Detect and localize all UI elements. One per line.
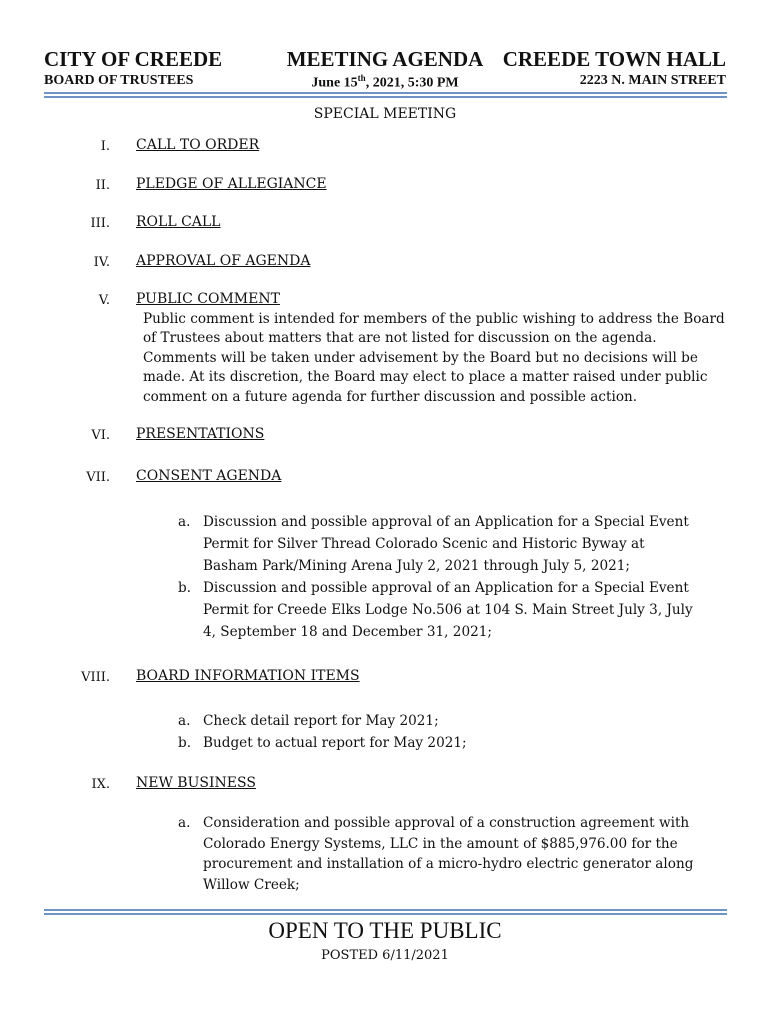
agenda-title-approval: APPROVAL OF AGENDA bbox=[136, 253, 311, 269]
agenda-title-call-to-order: CALL TO ORDER bbox=[136, 137, 260, 153]
agenda-title-public-comment: PUBLIC COMMENT bbox=[136, 291, 280, 307]
meeting-type: SPECIAL MEETING bbox=[313, 106, 457, 122]
footer-rule-top bbox=[44, 909, 727, 911]
venue-address: 2223 N. MAIN STREET bbox=[579, 73, 726, 88]
venue-name: CREEDE TOWN HALL bbox=[502, 47, 726, 71]
meeting-date: June 15th, 2021, 5:30 PM bbox=[311, 73, 459, 91]
header-rule-top bbox=[44, 92, 727, 94]
list-item: b. Budget to actual report for May 2021; bbox=[178, 735, 467, 751]
agenda-number: IX. bbox=[91, 777, 110, 792]
list-item: a. Discussion and possible approval of an Application for a Special Event Permit for Silver Thread Colorado Scenic and Historic Byway at Basham Park/Mining Arena July 2, 2021 through July 5, 2021; bbox=[178, 514, 689, 574]
agenda-number: IV. bbox=[93, 255, 110, 270]
agenda-number: II. bbox=[95, 178, 110, 193]
public-comment-description: Public comment is intended for members of the public wishing to address the Board of Trustees about matters that are not listed for discussion on the agenda. Comments will be taken under advisement by the Board but no decisions will be made. At its discretion, the Board may elect to place a matter raised under public comment on a future agenda for further discussion and possible action. bbox=[143, 311, 725, 405]
agenda-number: VII. bbox=[86, 470, 110, 485]
agenda-title-board-info: BOARD INFORMATION ITEMS bbox=[136, 668, 360, 684]
agenda-title-new-business: NEW BUSINESS bbox=[136, 775, 256, 791]
agenda-title-consent: CONSENT AGENDA bbox=[136, 468, 282, 484]
open-to-public: OPEN TO THE PUBLIC bbox=[268, 918, 502, 943]
agenda-number: VIII. bbox=[81, 670, 110, 685]
city-name: CITY OF CREEDE bbox=[44, 47, 223, 71]
footer-rule-bottom bbox=[44, 913, 727, 915]
board-name: BOARD OF TRUSTEES bbox=[44, 73, 194, 88]
agenda-title-roll-call: ROLL CALL bbox=[136, 214, 221, 230]
list-item: a. Consideration and possible approval of a construction agreement with Colorado Energy Systems, LLC in the amount of $885,976.00 for the procurement and installation of a micro-hydro electric generator along Willow Creek; bbox=[178, 815, 694, 893]
agenda-number: I. bbox=[100, 139, 110, 154]
agenda-number: V. bbox=[98, 293, 110, 308]
agenda-title-pledge: PLEDGE OF ALLEGIANCE bbox=[136, 176, 327, 192]
agenda-number: VI. bbox=[91, 428, 110, 443]
list-item: b. Discussion and possible approval of an Application for a Special Event Permit for Creede Elks Lodge No.506 at 104 S. Main Street July 3, July 4, September 18 and December 31, 2021; bbox=[178, 580, 693, 640]
list-item: a. Check detail report for May 2021; bbox=[178, 713, 439, 729]
agenda-number: III. bbox=[90, 216, 110, 231]
posted-date: POSTED 6/11/2021 bbox=[321, 948, 449, 963]
document-title: MEETING AGENDA bbox=[286, 47, 484, 71]
agenda-title-presentations: PRESENTATIONS bbox=[136, 426, 265, 442]
header-rule-bottom bbox=[44, 96, 727, 98]
